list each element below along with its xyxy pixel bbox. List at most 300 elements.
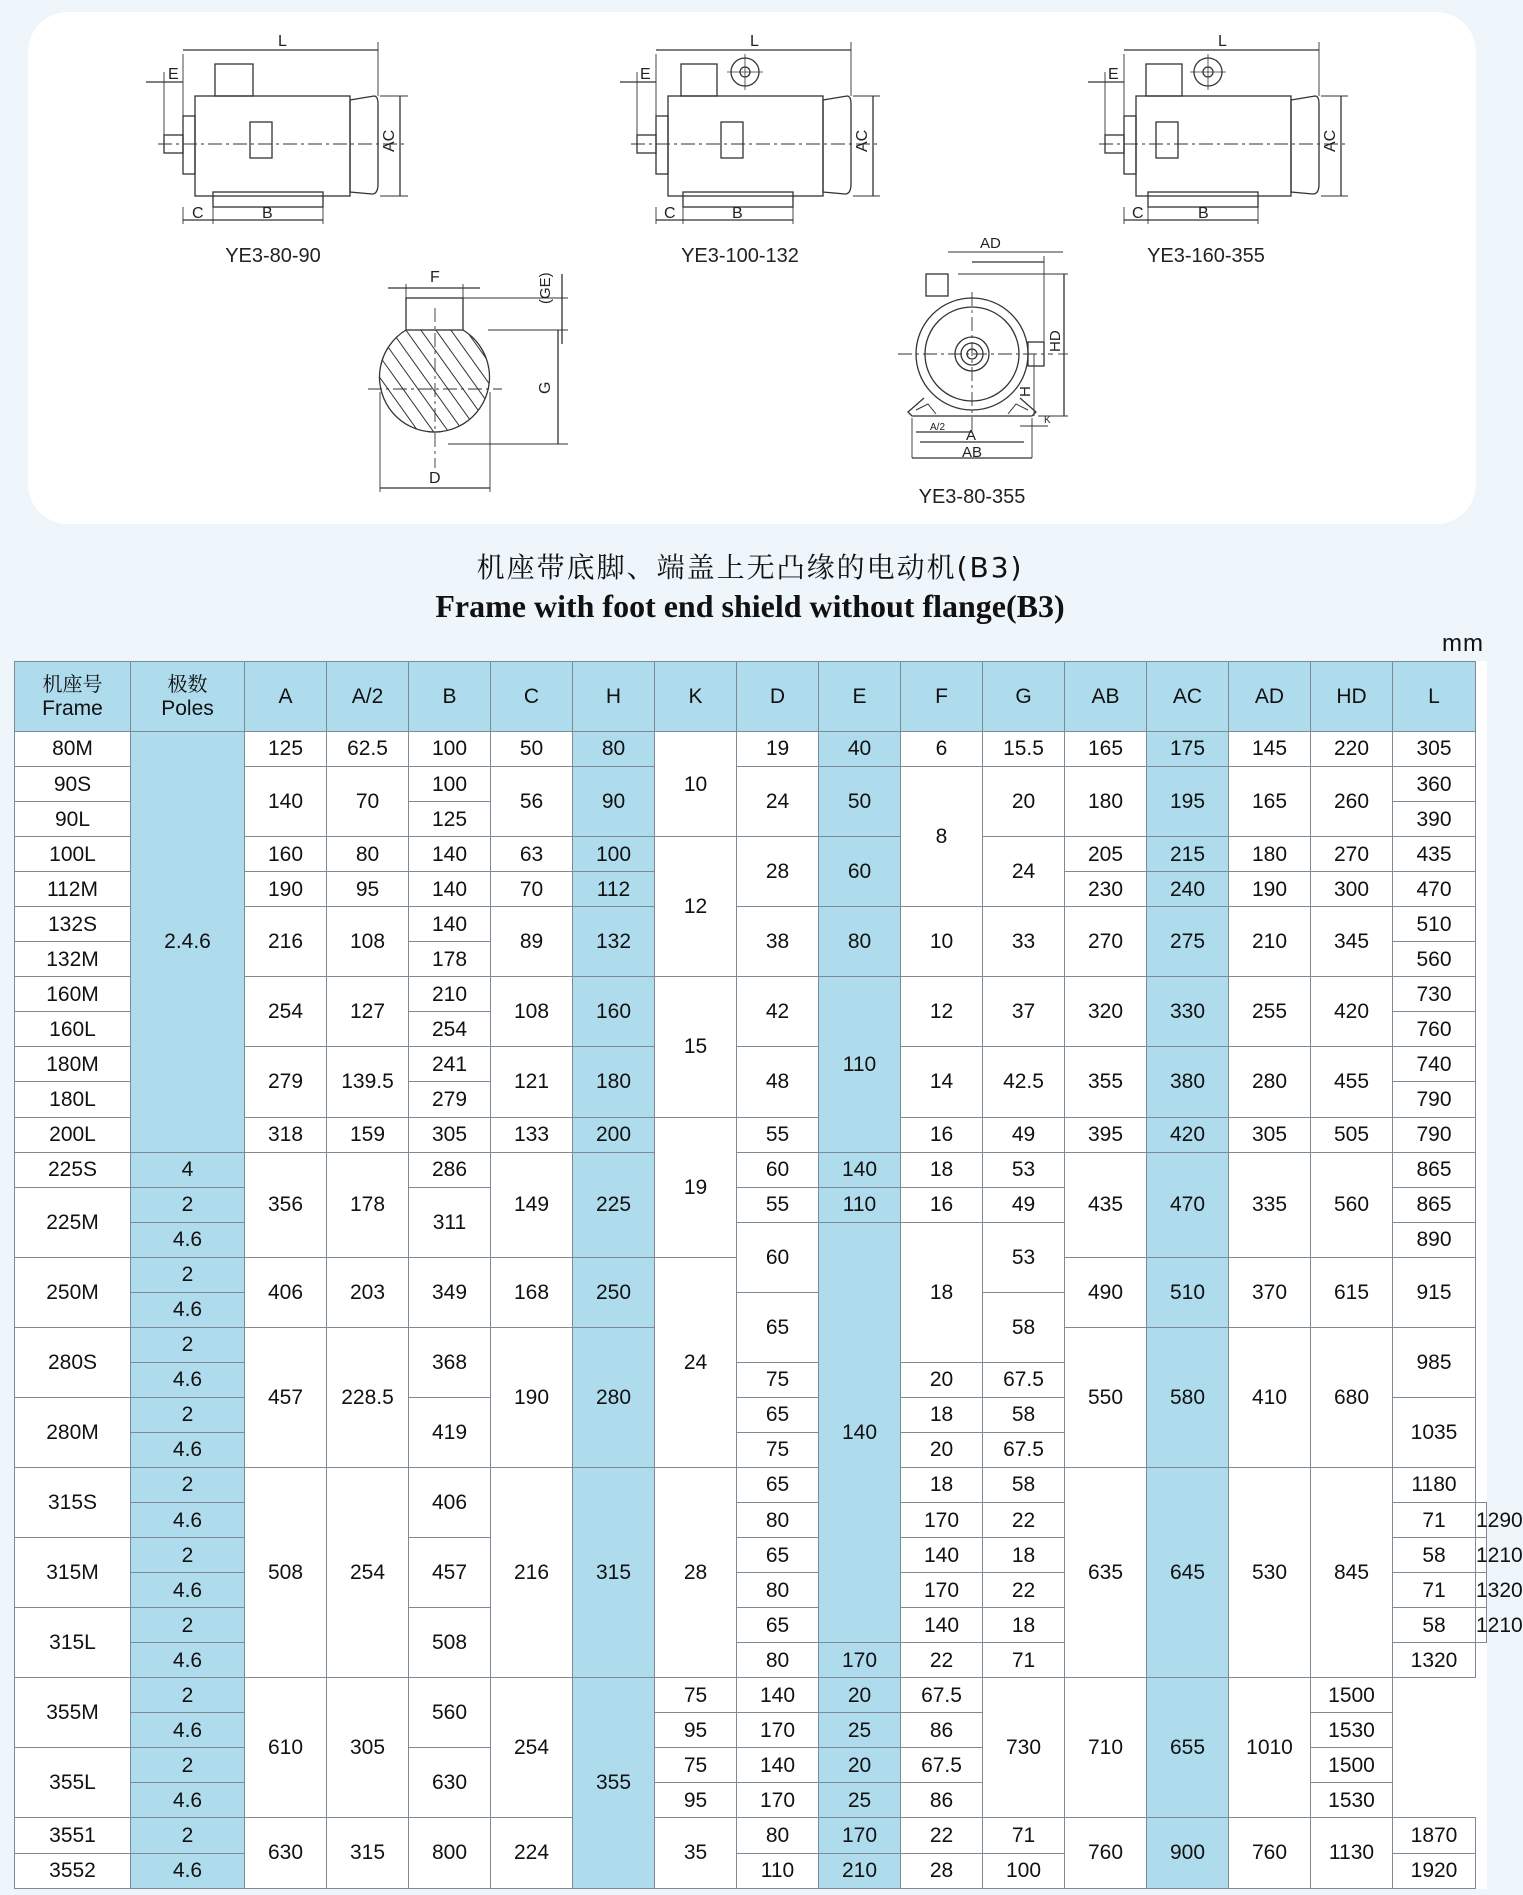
column-header xyxy=(491,662,573,732)
column-header-cn: 机座号 xyxy=(42,671,103,696)
poles-cell: 4 xyxy=(131,1152,245,1187)
value-cell: 139.5 xyxy=(327,1047,409,1117)
frame-cell: 160L xyxy=(15,1012,131,1047)
value-cell: 170 xyxy=(737,1713,819,1748)
unit-label: mm xyxy=(1442,630,1484,657)
value-cell: 28 xyxy=(655,1467,737,1677)
value-cell: 75 xyxy=(737,1432,819,1467)
shaft-dim-ge: (GE) xyxy=(537,272,554,304)
value-cell: 457 xyxy=(245,1327,327,1467)
title-chinese: 机座带底脚、端盖上无凸缘的电动机(B3) xyxy=(476,551,1024,584)
value-cell: 18 xyxy=(901,1397,983,1432)
value-cell: 20 xyxy=(819,1748,901,1783)
table-row xyxy=(15,1467,1487,1502)
value-cell: 1870 xyxy=(1393,1818,1476,1853)
value-cell: 254 xyxy=(245,977,327,1047)
value-cell: 470 xyxy=(1393,872,1476,907)
poles-cell: 4.6 xyxy=(131,1853,245,1888)
value-cell: 175 xyxy=(1147,732,1229,767)
value-cell: 360 xyxy=(1393,767,1476,802)
column-header xyxy=(983,662,1065,732)
column-header xyxy=(409,662,491,732)
value-cell: 20 xyxy=(819,1678,901,1713)
column-header xyxy=(819,662,901,732)
value-cell: 16 xyxy=(901,1117,983,1152)
value-cell: 65 xyxy=(737,1292,819,1362)
value-cell: 165 xyxy=(1065,732,1147,767)
value-cell: 140 xyxy=(409,907,491,942)
value-cell: 38 xyxy=(737,907,819,977)
title-english: Frame with foot end shield without flange(B3) xyxy=(435,588,1065,624)
value-cell: 65 xyxy=(737,1608,819,1643)
value-cell: 60 xyxy=(819,837,901,907)
value-cell: 28 xyxy=(901,1853,983,1888)
value-cell: 56 xyxy=(491,767,573,837)
value-cell: 58 xyxy=(983,1467,1065,1502)
value-cell: 260 xyxy=(1311,767,1393,837)
value-cell: 180 xyxy=(1229,837,1311,872)
value-cell: 25 xyxy=(819,1783,901,1818)
side-view-2-caption: YE3-100-132 xyxy=(681,245,799,267)
value-cell: 8 xyxy=(901,767,983,907)
value-cell: 165 xyxy=(1229,767,1311,837)
value-cell: 355 xyxy=(1065,1047,1147,1117)
value-cell: 49 xyxy=(983,1187,1065,1222)
value-cell: 1320 xyxy=(1476,1573,1487,1608)
side-view-3-dim-ac: AC xyxy=(1322,129,1339,152)
poles-cell: 4.6 xyxy=(131,1222,245,1257)
frame-cell: 100L xyxy=(15,837,131,872)
poles-cell: 2 xyxy=(131,1397,245,1432)
column-header-en: F xyxy=(935,684,948,708)
value-cell: 60 xyxy=(737,1152,819,1187)
value-cell: 132 xyxy=(573,907,655,977)
column-header xyxy=(1065,662,1147,732)
table-row xyxy=(15,732,1487,767)
value-cell: 335 xyxy=(1229,1152,1311,1257)
dimension-table xyxy=(14,661,1523,1889)
value-cell: 210 xyxy=(1229,907,1311,977)
value-cell: 190 xyxy=(491,1327,573,1467)
frame-cell: 80M xyxy=(15,732,131,767)
value-cell: 18 xyxy=(901,1467,983,1502)
value-cell: 240 xyxy=(1147,872,1229,907)
frame-cell: 132S xyxy=(15,907,131,942)
value-cell: 10 xyxy=(901,907,983,977)
end-view-dim-ad: AD xyxy=(980,235,1001,252)
value-cell: 110 xyxy=(819,1187,901,1222)
value-cell: 80 xyxy=(573,732,655,767)
value-cell: 680 xyxy=(1311,1327,1393,1467)
value-cell: 419 xyxy=(409,1397,491,1467)
frame-cell: 280M xyxy=(15,1397,131,1467)
value-cell: 1320 xyxy=(1393,1643,1476,1678)
value-cell: 140 xyxy=(245,767,327,837)
value-cell: 35 xyxy=(655,1818,737,1888)
value-cell: 42 xyxy=(737,977,819,1047)
frame-cell: 132M xyxy=(15,942,131,977)
frame-cell: 315S xyxy=(15,1467,131,1537)
value-cell: 20 xyxy=(901,1362,983,1397)
column-header-en: K xyxy=(688,684,703,708)
value-cell: 67.5 xyxy=(983,1432,1065,1467)
value-cell: 95 xyxy=(655,1713,737,1748)
value-cell: 1500 xyxy=(1311,1748,1393,1783)
value-cell: 635 xyxy=(1065,1467,1147,1677)
end-view-dim-hd: HD xyxy=(1047,330,1064,352)
value-cell: 530 xyxy=(1229,1467,1311,1677)
value-cell: 420 xyxy=(1147,1117,1229,1152)
end-view-caption: YE3-80-355 xyxy=(918,486,1026,508)
column-header-en: E xyxy=(852,684,867,708)
value-cell: 53 xyxy=(983,1152,1065,1187)
side-view-3-dim-l: L xyxy=(1218,33,1227,50)
value-cell: 1180 xyxy=(1393,1467,1476,1502)
value-cell: 345 xyxy=(1311,907,1393,977)
value-cell: 55 xyxy=(737,1117,819,1152)
value-cell: 19 xyxy=(737,732,819,767)
value-cell: 370 xyxy=(1229,1257,1311,1327)
column-header-en: AD xyxy=(1254,684,1285,708)
value-cell: 100 xyxy=(983,1853,1065,1888)
value-cell: 20 xyxy=(901,1432,983,1467)
value-cell: 50 xyxy=(819,767,901,837)
value-cell: 22 xyxy=(983,1573,1065,1608)
poles-cell: 4.6 xyxy=(131,1362,245,1397)
side-view-3-dim-e: E xyxy=(1108,66,1119,83)
value-cell: 740 xyxy=(1393,1047,1476,1082)
value-cell: 254 xyxy=(409,1012,491,1047)
table-row xyxy=(15,1818,1487,1853)
value-cell: 28 xyxy=(737,837,819,907)
value-cell: 356 xyxy=(245,1152,327,1257)
column-header-en: Frame xyxy=(42,696,103,720)
value-cell: 67.5 xyxy=(901,1678,983,1713)
value-cell: 178 xyxy=(409,942,491,977)
value-cell: 170 xyxy=(819,1643,901,1678)
value-cell: 58 xyxy=(1393,1608,1476,1643)
column-header-en: A/2 xyxy=(351,684,384,708)
value-cell: 349 xyxy=(409,1257,491,1327)
value-cell: 760 xyxy=(1229,1818,1311,1888)
value-cell: 410 xyxy=(1229,1327,1311,1467)
value-cell: 300 xyxy=(1311,872,1393,907)
value-cell: 216 xyxy=(245,907,327,977)
poles-cell: 2 xyxy=(131,1327,245,1362)
value-cell: 210 xyxy=(409,977,491,1012)
poles-cell: 2 xyxy=(131,1608,245,1643)
column-header xyxy=(1229,662,1311,732)
value-cell: 95 xyxy=(327,872,409,907)
value-cell: 225 xyxy=(573,1152,655,1257)
poles-cell: 4.6 xyxy=(131,1783,245,1818)
value-cell: 71 xyxy=(1393,1573,1476,1608)
value-cell: 108 xyxy=(491,977,573,1047)
value-cell: 985 xyxy=(1393,1327,1476,1397)
value-cell: 710 xyxy=(1065,1678,1147,1818)
value-cell: 280 xyxy=(1229,1047,1311,1117)
value-cell: 1290 xyxy=(1476,1503,1487,1538)
value-cell: 180 xyxy=(1065,767,1147,837)
value-cell: 80 xyxy=(327,837,409,872)
value-cell: 470 xyxy=(1147,1152,1229,1257)
value-cell: 280 xyxy=(573,1327,655,1467)
value-cell: 510 xyxy=(1393,907,1476,942)
value-cell: 505 xyxy=(1311,1117,1393,1152)
value-cell: 33 xyxy=(983,907,1065,977)
value-cell: 508 xyxy=(245,1467,327,1677)
column-header xyxy=(327,662,409,732)
value-cell: 125 xyxy=(409,802,491,837)
value-cell: 241 xyxy=(409,1047,491,1082)
value-cell: 315 xyxy=(327,1818,409,1888)
frame-cell: 180L xyxy=(15,1082,131,1117)
value-cell: 915 xyxy=(1393,1257,1476,1327)
value-cell: 216 xyxy=(491,1467,573,1677)
frame-cell: 160M xyxy=(15,977,131,1012)
end-view-dim-ab: AB xyxy=(962,444,983,461)
value-cell: 435 xyxy=(1065,1152,1147,1257)
value-cell: 58 xyxy=(983,1397,1065,1432)
table-header-row xyxy=(15,662,1487,732)
value-cell: 279 xyxy=(409,1082,491,1117)
shaft-dim-f: F xyxy=(430,269,440,286)
column-header-en: H xyxy=(605,684,622,708)
column-header xyxy=(655,662,737,732)
value-cell: 18 xyxy=(901,1152,983,1187)
value-cell: 254 xyxy=(491,1678,573,1818)
value-cell: 24 xyxy=(983,837,1065,907)
side-view-3-dim-b: B xyxy=(1198,205,1209,222)
column-header xyxy=(1147,662,1229,732)
side-view-2-dim-l: L xyxy=(750,33,759,50)
frame-cell: 90L xyxy=(15,802,131,837)
value-cell: 15 xyxy=(655,977,737,1117)
value-cell: 1530 xyxy=(1311,1713,1393,1748)
value-cell: 190 xyxy=(1229,872,1311,907)
value-cell: 160 xyxy=(573,977,655,1047)
value-cell: 645 xyxy=(1147,1467,1229,1677)
frame-cell: 355L xyxy=(15,1748,131,1818)
value-cell: 75 xyxy=(655,1748,737,1783)
value-cell: 22 xyxy=(983,1503,1065,1538)
frame-cell: 315L xyxy=(15,1608,131,1678)
value-cell: 100 xyxy=(573,837,655,872)
poles-cell: 2 xyxy=(131,1678,245,1713)
value-cell: 71 xyxy=(983,1818,1065,1853)
value-cell: 330 xyxy=(1147,977,1229,1047)
value-cell: 224 xyxy=(491,1818,573,1888)
value-cell: 140 xyxy=(737,1748,819,1783)
table-body xyxy=(15,732,1523,1889)
value-cell: 170 xyxy=(901,1503,983,1538)
value-cell: 168 xyxy=(491,1257,573,1327)
end-view-dim-h: H xyxy=(1017,386,1034,397)
value-cell: 71 xyxy=(983,1643,1065,1678)
frame-cell: 225M xyxy=(15,1187,131,1257)
value-cell: 560 xyxy=(1311,1152,1393,1257)
value-cell: 730 xyxy=(1393,977,1476,1012)
frame-cell: 112M xyxy=(15,872,131,907)
value-cell: 80 xyxy=(737,1818,819,1853)
column-header xyxy=(737,662,819,732)
value-cell: 203 xyxy=(327,1257,409,1327)
value-cell: 760 xyxy=(1065,1818,1147,1888)
value-cell: 53 xyxy=(983,1222,1065,1292)
value-cell: 75 xyxy=(737,1362,819,1397)
value-cell: 270 xyxy=(1065,907,1147,977)
value-cell: 320 xyxy=(1065,977,1147,1047)
column-header-en: C xyxy=(523,684,540,708)
value-cell: 560 xyxy=(409,1678,491,1748)
value-cell: 305 xyxy=(327,1678,409,1818)
value-cell: 67.5 xyxy=(901,1748,983,1783)
value-cell: 121 xyxy=(491,1047,573,1117)
poles-cell: 2 xyxy=(131,1467,245,1502)
value-cell: 180 xyxy=(573,1047,655,1117)
value-cell: 80 xyxy=(737,1503,819,1538)
value-cell: 395 xyxy=(1065,1117,1147,1152)
side-view-2-dim-ac: AC xyxy=(854,129,871,152)
value-cell: 160 xyxy=(245,837,327,872)
column-header xyxy=(131,662,245,732)
value-cell: 1010 xyxy=(1229,1678,1311,1818)
value-cell: 100 xyxy=(409,732,491,767)
side-view-3-drawing xyxy=(1088,33,1349,267)
table-row xyxy=(15,1678,1487,1713)
value-cell: 279 xyxy=(245,1047,327,1117)
column-header xyxy=(1311,662,1393,732)
value-cell: 140 xyxy=(819,1152,901,1187)
value-cell: 457 xyxy=(409,1538,491,1608)
frame-cell: 3551 xyxy=(15,1818,131,1853)
value-cell: 790 xyxy=(1393,1082,1476,1117)
frame-cell: 250M xyxy=(15,1257,131,1327)
value-cell: 406 xyxy=(245,1257,327,1327)
value-cell: 67.5 xyxy=(983,1362,1065,1397)
value-cell: 170 xyxy=(737,1783,819,1818)
side-view-2-dim-b: B xyxy=(732,205,743,222)
value-cell: 200 xyxy=(573,1117,655,1152)
shaft-dim-g: G xyxy=(537,381,554,394)
value-cell: 380 xyxy=(1147,1047,1229,1117)
frame-cell: 180M xyxy=(15,1047,131,1082)
value-cell: 140 xyxy=(819,1222,901,1643)
value-cell: 490 xyxy=(1065,1257,1147,1327)
value-cell: 140 xyxy=(409,872,491,907)
value-cell: 305 xyxy=(1229,1117,1311,1152)
diagram-panel xyxy=(28,12,1476,524)
value-cell: 845 xyxy=(1311,1467,1393,1677)
value-cell: 630 xyxy=(245,1818,327,1888)
column-header-en: Poles xyxy=(161,696,214,720)
table-row xyxy=(15,1152,1487,1187)
value-cell: 18 xyxy=(901,1222,983,1362)
column-header-en: D xyxy=(769,684,786,708)
column-header-cn: 极数 xyxy=(167,671,208,696)
value-cell: 580 xyxy=(1147,1327,1229,1467)
value-cell: 75 xyxy=(655,1678,737,1713)
value-cell: 655 xyxy=(1147,1678,1229,1818)
side-view-1-caption: YE3-80-90 xyxy=(225,245,321,267)
value-cell: 305 xyxy=(1393,732,1476,767)
value-cell: 368 xyxy=(409,1327,491,1397)
column-header-en: G xyxy=(1015,684,1032,708)
value-cell: 305 xyxy=(409,1117,491,1152)
value-cell: 1920 xyxy=(1393,1853,1476,1888)
frame-cell: 280S xyxy=(15,1327,131,1397)
poles-cell: 2.4.6 xyxy=(131,732,245,1153)
value-cell: 12 xyxy=(901,977,983,1047)
value-cell: 49 xyxy=(983,1117,1065,1152)
side-view-1-dim-l: L xyxy=(278,33,287,50)
value-cell: 228.5 xyxy=(327,1327,409,1467)
value-cell: 42.5 xyxy=(983,1047,1065,1117)
value-cell: 390 xyxy=(1393,802,1476,837)
value-cell: 133 xyxy=(491,1117,573,1152)
poles-cell: 4.6 xyxy=(131,1643,245,1678)
value-cell: 508 xyxy=(409,1608,491,1678)
value-cell: 215 xyxy=(1147,837,1229,872)
side-view-1-dim-b: B xyxy=(262,205,273,222)
value-cell: 1035 xyxy=(1393,1397,1476,1467)
side-view-3-dim-c: C xyxy=(1132,205,1144,222)
value-cell: 170 xyxy=(819,1818,901,1853)
value-cell: 15.5 xyxy=(983,732,1065,767)
value-cell: 89 xyxy=(491,907,573,977)
column-header-en: A xyxy=(278,684,293,708)
value-cell: 205 xyxy=(1065,837,1147,872)
value-cell: 630 xyxy=(409,1748,491,1818)
value-cell: 900 xyxy=(1147,1818,1229,1888)
value-cell: 140 xyxy=(901,1608,983,1643)
value-cell: 22 xyxy=(901,1818,983,1853)
poles-cell: 2 xyxy=(131,1748,245,1783)
value-cell: 355 xyxy=(573,1678,655,1888)
value-cell: 610 xyxy=(245,1678,327,1818)
value-cell: 60 xyxy=(737,1222,819,1292)
value-cell: 195 xyxy=(1147,767,1229,837)
value-cell: 1500 xyxy=(1311,1678,1393,1713)
value-cell: 250 xyxy=(573,1257,655,1327)
value-cell: 48 xyxy=(737,1047,819,1117)
column-header xyxy=(901,662,983,732)
poles-cell: 2 xyxy=(131,1818,245,1853)
value-cell: 70 xyxy=(327,767,409,837)
value-cell: 95 xyxy=(655,1783,737,1818)
value-cell: 86 xyxy=(901,1713,983,1748)
side-view-1-dim-e: E xyxy=(168,66,179,83)
value-cell: 37 xyxy=(983,977,1065,1047)
value-cell: 210 xyxy=(819,1853,901,1888)
value-cell: 108 xyxy=(327,907,409,977)
value-cell: 22 xyxy=(901,1643,983,1678)
value-cell: 65 xyxy=(737,1538,819,1573)
value-cell: 62.5 xyxy=(327,732,409,767)
value-cell: 159 xyxy=(327,1117,409,1152)
value-cell: 71 xyxy=(1393,1503,1476,1538)
value-cell: 455 xyxy=(1311,1047,1393,1117)
value-cell: 40 xyxy=(819,732,901,767)
side-view-2-dim-e: E xyxy=(640,66,651,83)
side-view-1-dim-ac: AC xyxy=(381,129,398,152)
value-cell: 70 xyxy=(491,872,573,907)
column-header-en: HD xyxy=(1336,684,1367,708)
value-cell: 800 xyxy=(409,1818,491,1888)
value-cell: 865 xyxy=(1393,1187,1476,1222)
value-cell: 1130 xyxy=(1311,1818,1393,1888)
poles-cell: 2 xyxy=(131,1187,245,1222)
